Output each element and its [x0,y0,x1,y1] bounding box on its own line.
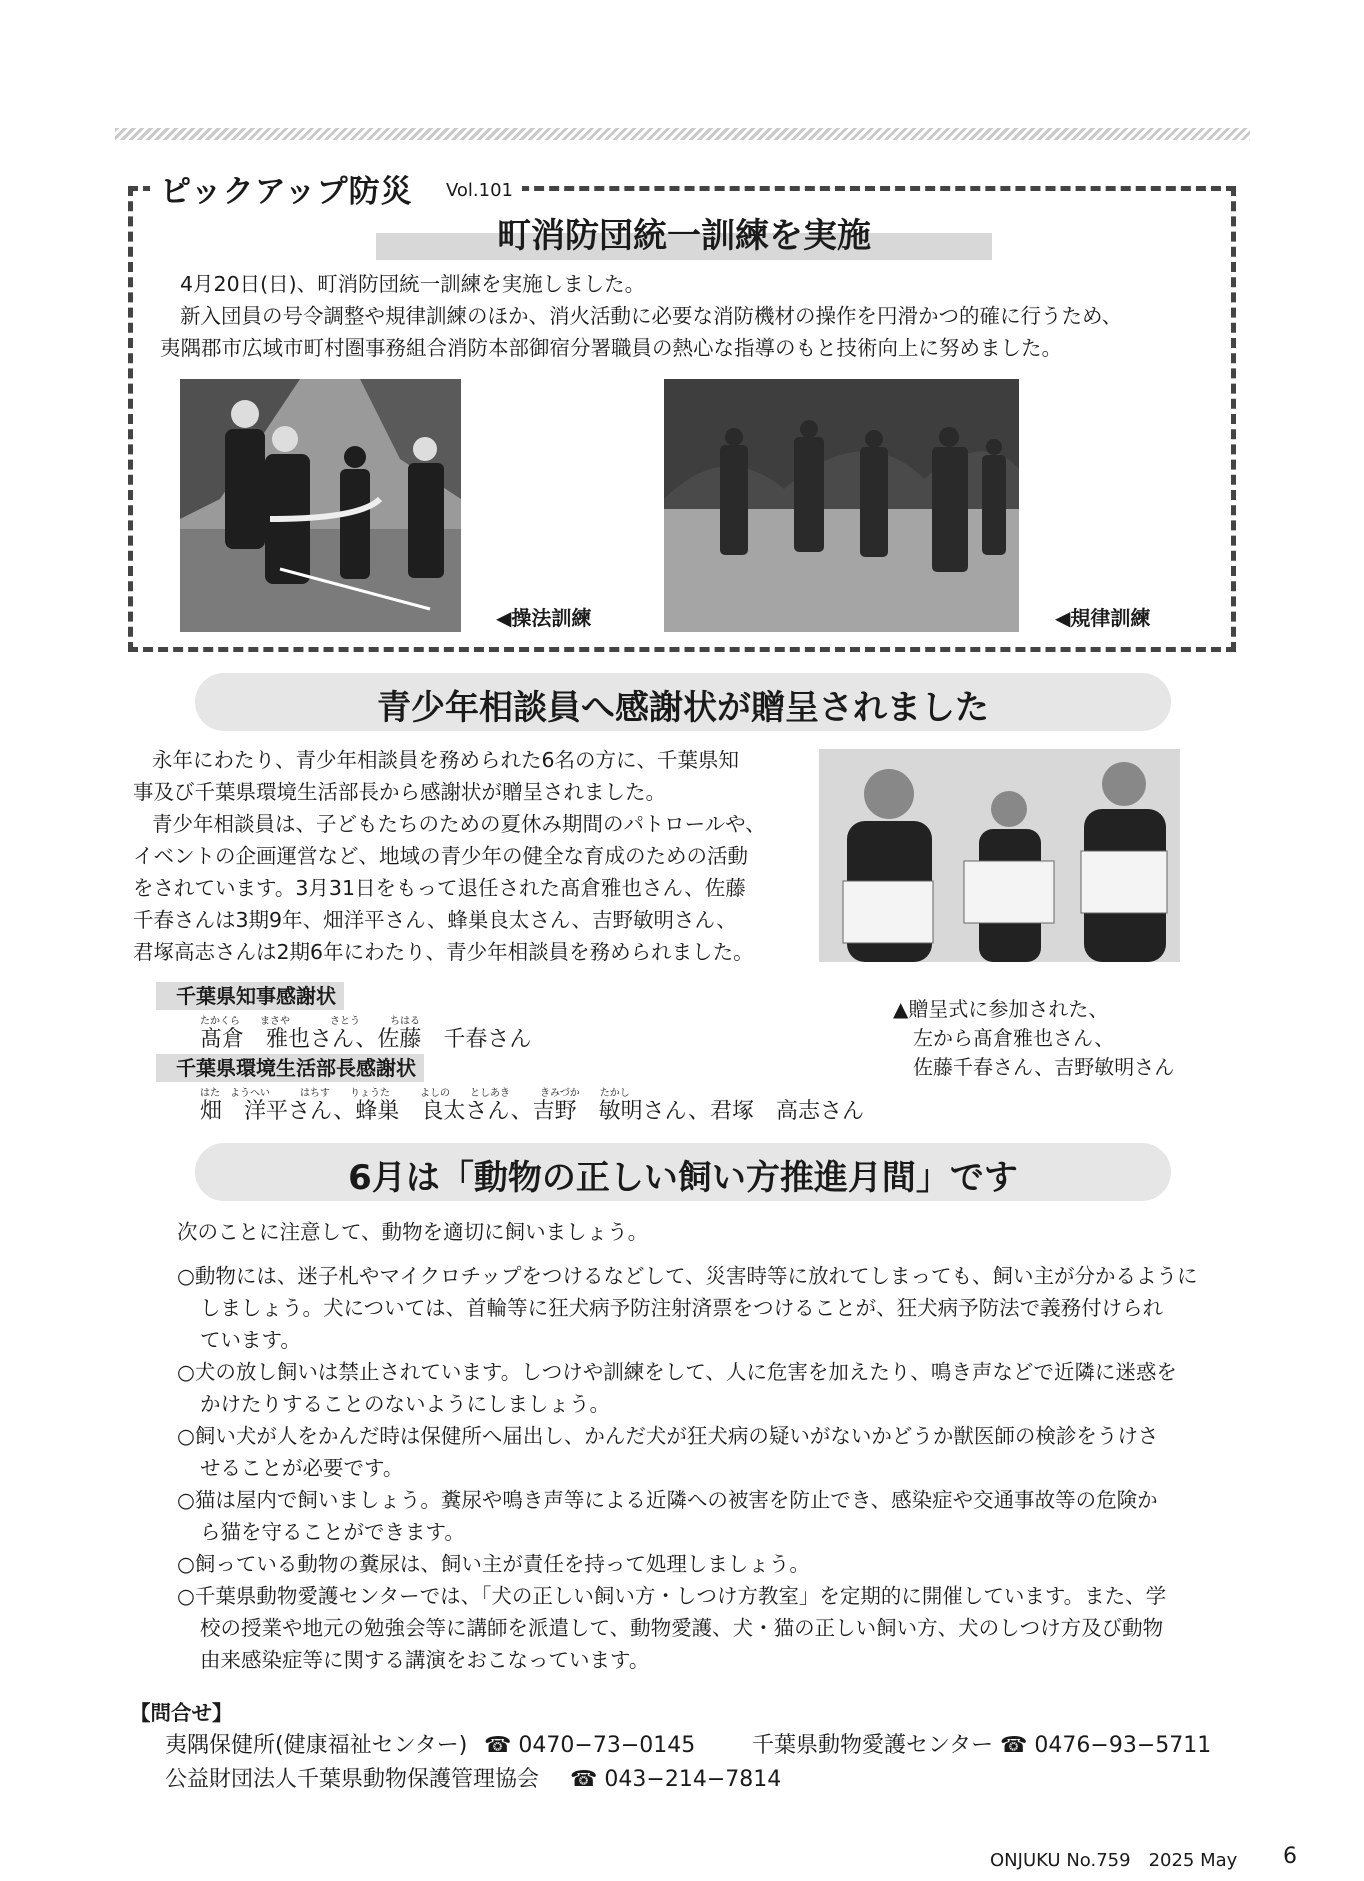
section-title-animals: 6月は「動物の正しい飼い方推進月間」です [348,1158,1018,1198]
page-number: 6 [1283,1844,1297,1869]
decorative-stripe [115,128,1250,140]
animals-item: ○飼っている動物の糞尿は、飼い主が責任を持って処理しましょう。 [177,1552,810,1576]
animals-item: せることが必要です。 [200,1456,404,1480]
photo-caption: ◀操法訓練 [496,606,592,630]
pickup-paragraph: 新入団員の号令調整や規律訓練のほか、消火活動に必要な消防機材の操作を円滑かつ的確に行うため、 [180,304,1123,328]
commend-line: 千春さんは3期9年、畑洋平さん、蜂巣良太さん、吉野敏明さん、 [133,908,737,932]
ruby-text: たかくら まさや さとう ちはる [200,1016,420,1027]
contact-heading: 【問合せ】 [130,1701,233,1725]
animals-intro: 次のことに注意して、動物を適切に飼いましょう。 [177,1220,649,1244]
animals-item: かけたりすることのないようにしましょう。 [200,1392,610,1416]
animals-item: ○千葉県動物愛護センターでは、「犬の正しい飼い方・しつけ方教室」を定期的に開催しています。また、学 [177,1584,1167,1608]
pickup-paragraph: 4月20日(日)、町消防団統一訓練を実施しました。 [180,272,646,296]
award-recipients: 畑 洋平さん、蜂巣 良太さん、吉野 敏明さん、君塚 高志さん [200,1099,864,1124]
animals-item: ○犬の放し飼いは禁止されています。しつけや訓練をして、人に危害を加えたり、鳴き声などで近隣に迷惑を [177,1360,1177,1384]
award-recipients: 髙倉 雅也さん、佐藤 千春さん [200,1027,532,1052]
photo-caption: ◀規律訓練 [1055,606,1151,630]
commend-line: 君塚高志さんは2期6年にわたり、青少年相談員を務められました。 [133,940,754,964]
contact-name: 公益財団法人千葉県動物保護管理協会 [165,1767,540,1792]
ruby-text: はた ようへい はちす りょうた よしの としあき きみづか たかし [200,1088,630,1099]
drill-photo-discipline [664,379,1019,632]
contact-phone: ☎ 043−214−7814 [570,1767,782,1792]
pickup-label: ピックアップ防災 [160,174,413,210]
contact-phone: ☎ 0476−93−5711 [1000,1733,1212,1758]
commend-line: をされています。3月31日をもって退任された髙倉雅也さん、佐藤 [133,876,746,900]
commend-line: 事及び千葉県環境生活部長から感謝状が贈呈されました。 [133,780,666,804]
animals-item: ○飼い犬が人をかんだ時は保健所へ届出し、かんだ犬が狂犬病の疑いがないかどうか獣医師の検診をうけさ [177,1424,1159,1448]
animals-item: ○動物には、迷子札やマイクロチップをつけるなどして、災害時等に放れてしまっても、飼い主が分かるように [177,1264,1198,1288]
animals-item: 校の授業や地元の勉強会等に講師を派遣して、動物愛護、犬・猫の正しい飼い方、犬のしつけ方及び動物 [200,1616,1164,1640]
animals-item: 由来感染症等に関する講演をおこなっています。 [200,1648,650,1672]
contact-name: 夷隅保健所(健康福祉センター) [165,1733,468,1758]
issue-label: ONJUKU No.759 2025 May [990,1850,1238,1871]
photo-caption: 佐藤千春さん、吉野敏明さん [913,1055,1175,1079]
pickup-title: 町消防団統一訓練を実施 [497,216,871,256]
animals-item: ら猫を守ることができます。 [200,1520,465,1544]
contact-phone: ☎ 0470−73−0145 [484,1733,696,1758]
animals-item: ています。 [200,1328,301,1352]
contact-name: 千葉県動物愛護センター [752,1733,994,1758]
animals-item: ○猫は屋内で飼いましょう。糞尿や鳴き声等による近隣への被害を防止でき、感染症や交通事故等の危険か [177,1488,1158,1512]
pickup-paragraph: 夷隅郡市広域市町村圏事務組合消防本部御宿分署職員の熱心な指導のもと技術向上に努めました。 [160,336,1062,360]
commend-line: イベントの企画運営など、地域の青少年の健全な育成のための活動 [133,844,748,868]
award-heading: 千葉県知事感謝状 [156,982,344,1010]
commend-line: 青少年相談員は、子どもたちのための夏休み期間のパトロールや、 [152,812,766,836]
ceremony-photo [819,749,1180,962]
volume-label: Vol.101 [446,180,514,201]
photo-caption: 左から髙倉雅也さん、 [913,1026,1115,1050]
animals-item: しましょう。犬については、首輪等に狂犬病予防注射済票をつけることが、狂犬病予防法で義務付けられ [200,1296,1164,1320]
commend-line: 永年にわたり、青少年相談員を務められた6名の方に、千葉県知 [152,748,740,772]
photo-caption: ▲贈呈式に参加された、 [893,997,1109,1021]
section-title-commend: 青少年相談員へ感謝状が贈呈されました [377,688,989,728]
drill-photo-operation [180,379,461,632]
award-heading: 千葉県環境生活部長感謝状 [156,1054,424,1082]
